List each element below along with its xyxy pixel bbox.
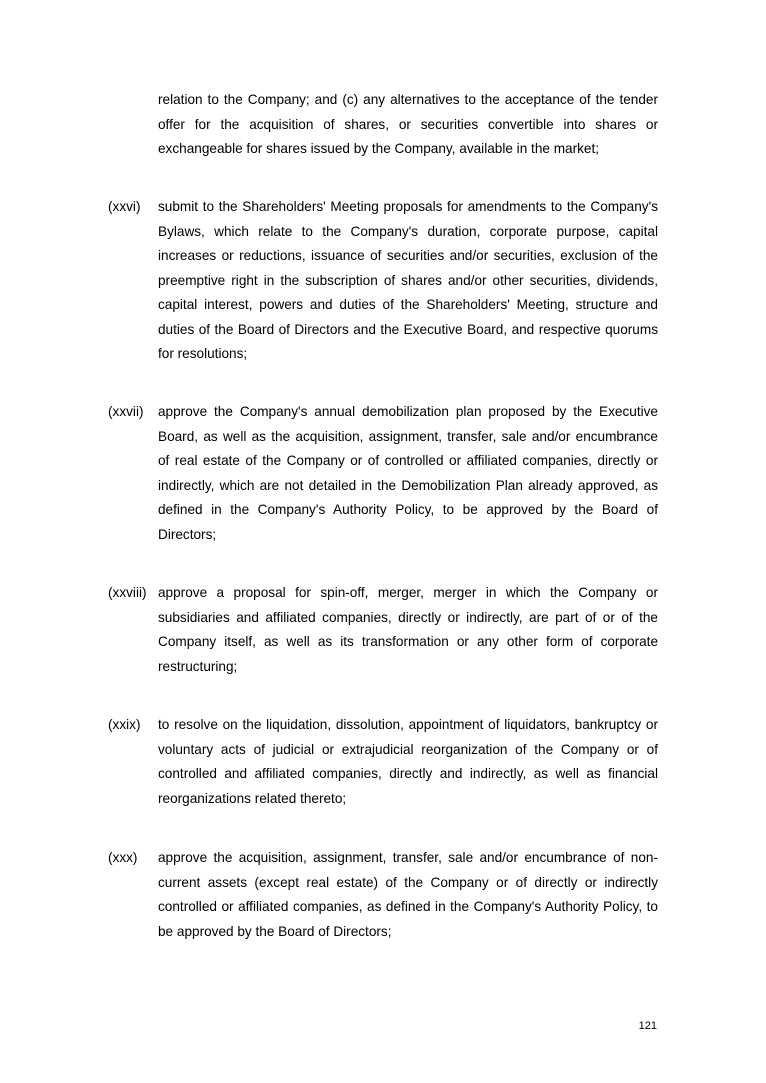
item-number: (xxviii) xyxy=(108,585,147,600)
item-text: approve a proposal for spin-off, merger, merger in which the Company or subsidiaries and affiliated companies, directly or indirectly, are part of or of the Company itself, as well as its transformation or any other form of corporate restructuring; xyxy=(158,585,658,674)
continuation-text: relation to the Company; and (c) any alternatives to the acceptance of the tender offer for the acquisition of shares, or securities convertible into shares or exchangeable for shares issued by the Company, available in the market; xyxy=(158,92,658,156)
item-number: (xxvii) xyxy=(108,404,144,419)
item-text: submit to the Shareholders' Meeting proposals for amendments to the Company's Bylaws, which relate to the Company's duration, corporate purpose, capital increases or reductions, issuance of securities and/or securities, exclusion of the preemptive right in the subscription of shares and/or other securities, dividends, capital interest, powers and duties of the Shareholders' Meeting, structure and duties of the Board of Directors and the Executive Board, and respective quorums for resolutions; xyxy=(158,199,658,361)
item-number: (xxvi) xyxy=(108,199,141,214)
list-item-xxviii xyxy=(108,581,658,679)
list-item-xxix xyxy=(108,713,658,811)
item-text: approve the acquisition, assignment, transfer, sale and/or encumbrance of non-current assets (except real estate) of the Company or of directly or indirectly controlled or affiliated companies, as defined in the Company's Authority Policy, to be approved by the Board of Directors; xyxy=(158,850,658,939)
item-number: (xxx) xyxy=(108,850,138,865)
item-text: to resolve on the liquidation, dissolution, appointment of liquidators, bankruptcy or voluntary acts of judicial or extrajudicial reorganization of the Company or of controlled and affiliated companies, directly and indirectly, as well as financial reorganizations related thereto; xyxy=(158,717,658,806)
item-number: (xxix) xyxy=(108,717,141,732)
page-number: 121 xyxy=(638,1020,657,1032)
item-text: approve the Company's annual demobilization plan proposed by the Executive Board, as well as the acquisition, assignment, transfer, sale and/or encumbrance of real estate of the Company or of controlled or affiliated companies, directly or indirectly, which are not detailed in the Demobilization Plan already approved, as defined in the Company's Authority Policy, to be approved by the Board of Directors; xyxy=(158,404,658,542)
list-item-xxvi xyxy=(108,195,658,367)
continuation-paragraph xyxy=(108,88,658,162)
list-item-xxx xyxy=(108,846,658,944)
list-item-xxvii xyxy=(108,400,658,547)
